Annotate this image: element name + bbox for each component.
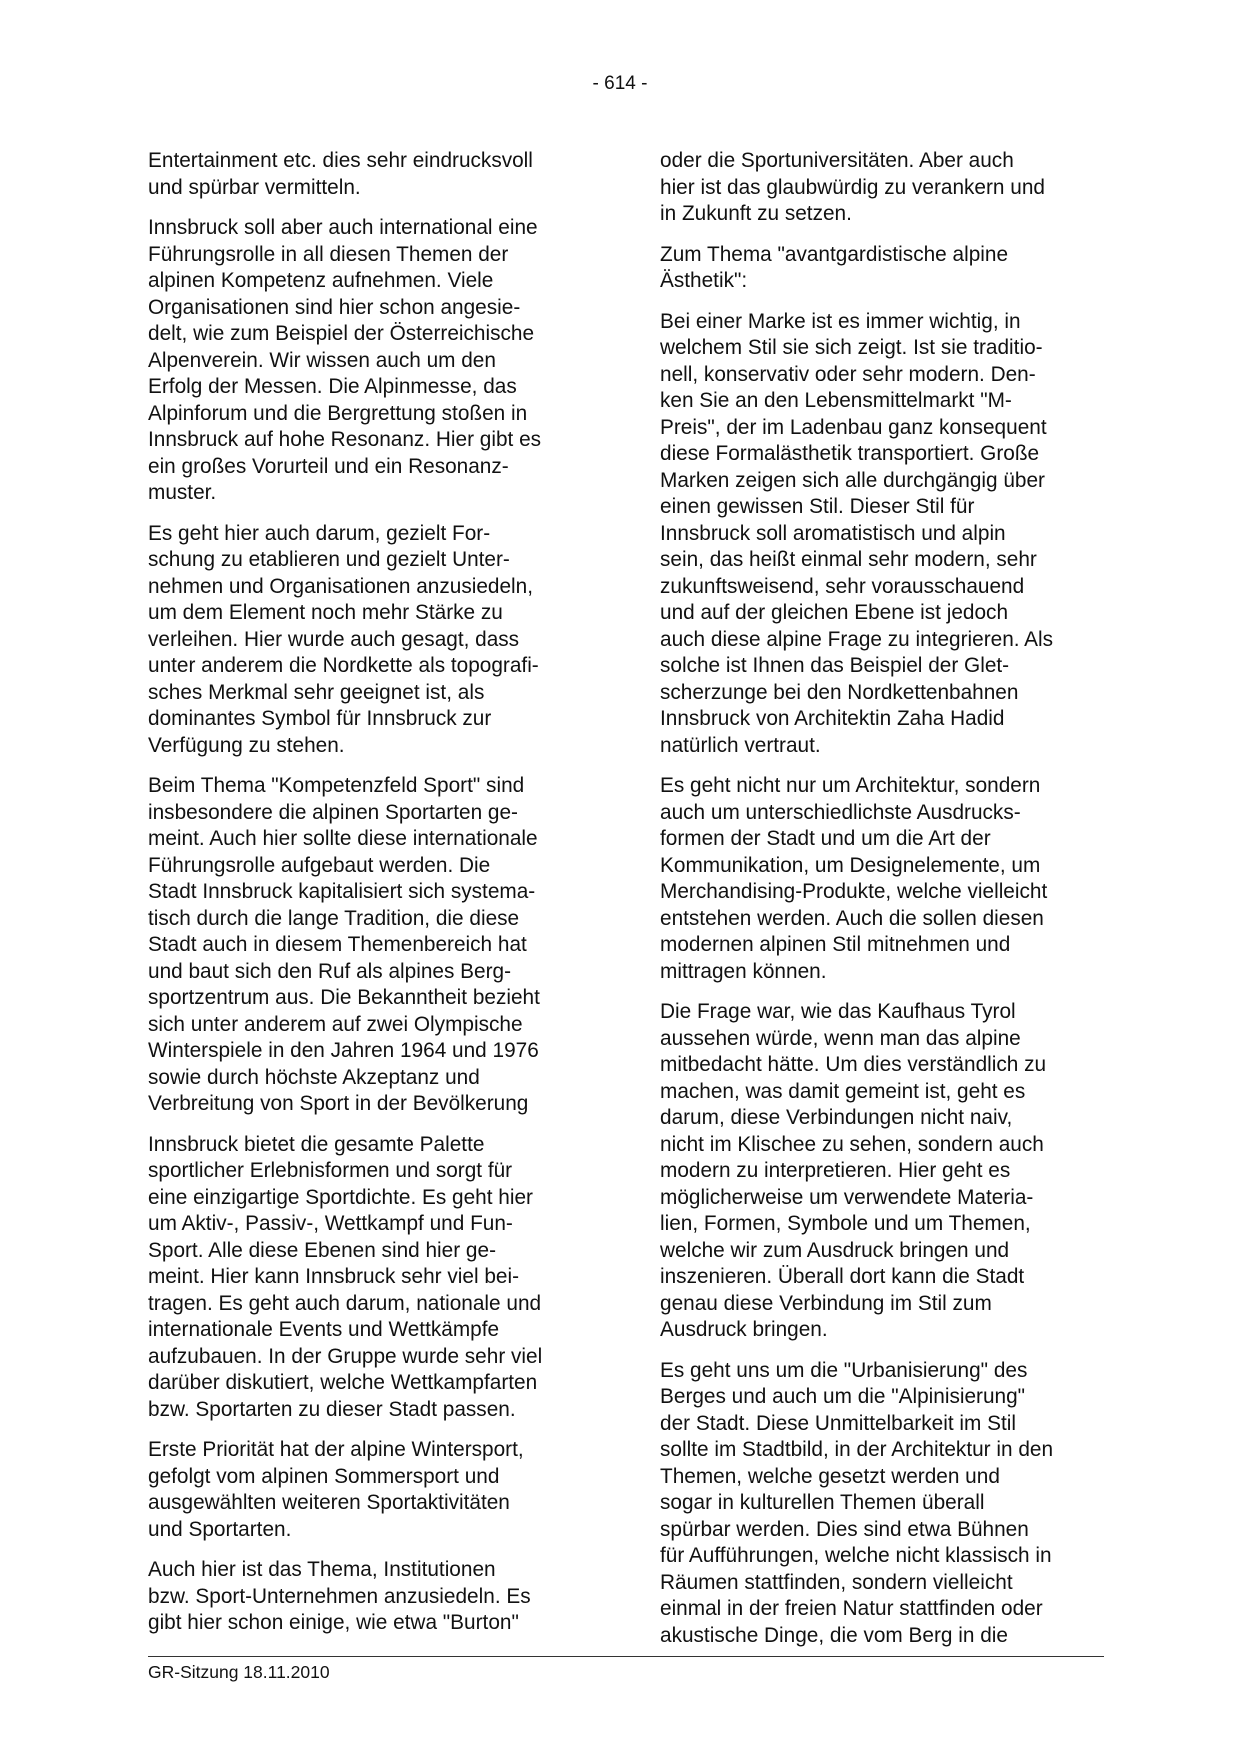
footer-text: GR-Sitzung 18.11.2010 (148, 1662, 330, 1682)
paragraph: Erste Priorität hat der alpine Wintersport, gefolgt vom alpinen Sommersport und ausgewählten weiteren Sportaktivitäten und Sportarten. (148, 1438, 524, 1541)
paragraph: Auch hier ist das Thema, Institutionen bzw. Sport-Unternehmen anzusiedeln. Es gibt hier schon einige, wie etwa "Burton" (148, 1558, 531, 1634)
paragraph: Zum Thema "avantgardistische alpine Ästhetik": (660, 242, 1009, 292)
paragraph: Es geht hier auch darum, gezielt For- schung zu etablieren und gezielt Unter- nehmen und Organisationen anzusiedeln, um dem Element noch mehr Stärke zu verleihen. Hier wurde auch gesagt, dass unter anderem die Nordkette als topografi- sches Merkmal sehr geeignet ist, als dominantes Symbol für Innsbruck zur Verfügung zu stehen. (148, 521, 539, 757)
paragraph: Bei einer Marke ist es immer wichtig, in welchem Stil sie sich zeigt. Ist sie traditio- nell, konservativ oder sehr modern. Den- ken Sie an den Lebensmittelmarkt "M- Preis", der im Ladenbau ganz konsequent diese Formalästhetik transportiert. Große Marken zeigen sich alle durchgängig über einen gewissen Stil. Dieser Stil für Innsbruck soll aromatistisch und alpin sein, das heißt einmal sehr modern, sehr zukunftsweisend, sehr vorausschauend und auf der gleichen Ebene ist jedoch auch diese alpine Frage zu integrieren. Als solche ist Ihnen das Beispiel der Glet- scherzunge bei den Nordkettenbahnen Innsbruck von Architektin Zaha Hadid natürlich vertraut. (660, 309, 1054, 757)
paragraph: oder die Sportuniversitäten. Aber auch hier ist das glaubwürdig zu verankern und in Zukunft zu setzen. (660, 149, 1045, 225)
paragraph: Innsbruck bietet die gesamte Palette sportlicher Erlebnisformen und sorgt für eine einzigartige Sportdichte. Es geht hier um Aktiv-, Passiv-, Wettkampf und Fun- Sport. Alle diese Ebenen sind hier ge- meint. Hier kann Innsbruck sehr viel bei- tragen. Es geht auch darum, nationale und internationale Events und Wettkämpfe aufzubauen. In der Gruppe wurde sehr viel darüber diskutiert, welche Wettkampfarten bzw. Sportarten zu dieser Stadt passen. (148, 1132, 543, 1421)
left-column (148, 148, 588, 1651)
right-column (660, 148, 1100, 1663)
footer-divider (148, 1656, 1104, 1657)
page-number: - 614 - (592, 73, 648, 94)
paragraph: Innsbruck soll aber auch international eine Führungsrolle in all diesen Themen der alpinen Kompetenz aufnehmen. Viele Organisationen sind hier schon angesie- delt, wie zum Beispiel der Österreichische Alpenverein. Wir wissen auch um den Erfolg der Messen. Die Alpinmesse, das Alpinforum und die Bergrettung stoßen in Innsbruck auf hohe Resonanz. Hier gibt es ein großes Vorurteil und ein Resonanz- muster. (148, 216, 542, 504)
paragraph: Es geht nicht nur um Architektur, sondern auch um unterschiedlichste Ausdrucks- formen der Stadt und um die Art der Kommunikation, um Designelemente, um Merchandising-Produkte, welche vielleicht entstehen werden. Auch die sollen diesen modernen alpinen Stil mitnehmen und mittragen können. (660, 774, 1048, 983)
paragraph: Die Frage war, wie das Kaufhaus Tyrol aussehen würde, wenn man das alpine mitbedacht hätte. Um dies verständlich zu machen, was damit gemeint ist, geht es darum, diese Verbindungen nicht naiv, nicht im Klischee zu sehen, sondern auch modern zu interpretieren. Hier geht es möglicherweise um verwendete Materia- lien, Formen, Symbole und um Themen, welche wir zum Ausdruck bringen und inszenieren. Überall dort kann die Stadt genau diese Verbindung im Stil zum Ausdruck bringen. (660, 1000, 1047, 1341)
paragraph: Entertainment etc. dies sehr eindrucksvoll und spürbar vermitteln. (148, 149, 533, 199)
paragraph: Beim Thema "Kompetenzfeld Sport" sind insbesondere die alpinen Sportarten ge- meint. Auch hier sollte diese internationale Führungsrolle aufgebaut werden. Die Stadt Innsbruck kapitalisiert sich systema- tisch durch die lange Tradition, die diese Stadt auch in diesem Themenbereich hat und baut sich den Ruf als alpines Berg- sportzentrum aus. Die Bekanntheit bezieht sich unter anderem auf zwei Olympische Winterspiele in den Jahren 1964 und 1976 sowie durch höchste Akzeptanz und Verbreitung von Sport in der Bevölkerung (148, 774, 540, 1115)
paragraph: Es geht uns um die "Urbanisierung" des Berges und auch um die "Alpinisierung" der Stadt. Diese Unmittelbarkeit im Stil sollte im Stadtbild, in der Architektur in den Themen, welche gesetzt werden und sogar in kulturellen Themen überall spürbar werden. Dies sind etwa Bühnen für Aufführungen, welche nicht klassisch in Räumen stattfinden, sondern vielleicht einmal in der freien Natur stattfinden oder akustische Dinge, die vom Berg in die (660, 1358, 1054, 1647)
